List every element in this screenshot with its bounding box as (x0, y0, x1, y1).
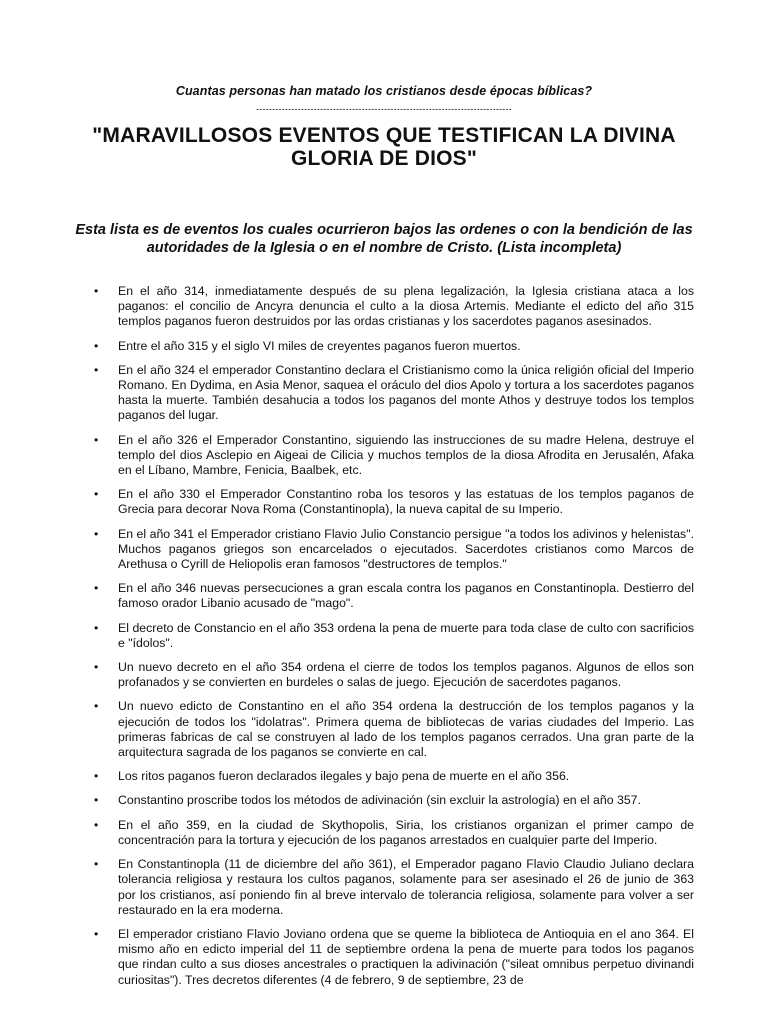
event-text: En el año 314, inmediatamente después de su plena legalización, la Iglesia cristiana ataca a los paganos: el concilio de Ancyra denuncia el culto a la diosa Artemis. Mediante el edicto del año 315 templos paganos fueron destruidos por las ordas cristianas y los sacerdotes paganos asesinados. (118, 284, 694, 329)
intro-paragraph: Esta lista es de eventos los cuales ocurrieron bajos las ordenes o con la bendición de las autoridades de la Iglesia o en el nombre de Cristo. (Lista incompleta) (75, 222, 693, 256)
bullet-icon: • (94, 620, 99, 635)
bullet-icon: • (94, 284, 99, 298)
event-text: Un nuevo decreto en el año 354 ordena el cierre de todos los templos paganos. Algunos de ellos son profanados y se convierten en burdeles o salas de juego. Ejecución de sacerdotes paganos. (118, 660, 694, 690)
event-text: En el año 326 el Emperador Constantino, siguiendo las instrucciones de su madre Helena, destruye el templo del dios Asclepio en Aigeai de Cilicia y muchos templos de la diosa Afrodita en Jerusalén, Afaka en el Líbano, Mambre, Fenicia, Baalbek, etc. (118, 432, 694, 478)
event-text: En el año 324 el emperador Constantino declara el Cristianismo como la única religión oficial del Imperio Romano. En Dydima, en Asia Menor, saquea el oráculo del dios Apolo y tortura a los sacerdotes paganos hasta la muerte. También desahucia a todos los paganos del monte Athos y destruye todos los templos paganos del lugar. (118, 362, 694, 423)
event-list-item (94, 699, 694, 760)
event-list-item (94, 660, 694, 690)
event-list-item (94, 793, 694, 808)
bullet-icon: • (94, 338, 99, 353)
event-list-item (94, 769, 694, 784)
bullet-icon: • (94, 487, 99, 502)
event-text: Los ritos paganos fueron declarados ilegales y bajo pena de muerte en el año 356. (118, 769, 570, 784)
event-text: En el año 341 el Emperador cristiano Flavio Julio Constancio persigue "a todos los adivinos y helenistas". Muchos paganos griegos son encarcelados o ejecutados. Sacerdotes cristianos como Marcos de Arethusa o Cyrill de Heliopolis eran famosos "destructores de templos." (118, 526, 694, 572)
event-text: En Constantinopla (11 de diciembre del año 361), el Emperador pagano Flavio Claudio Juliano declara tolerancia religiosa y restaura los cultos paganos, solamente para ser asesinado el 26 de junio de 363 por los cristianos, así poniendo fin al breve intervalo de tolerancia religiosa, solamente para volver a ser restaurado en la era moderna. (118, 857, 694, 917)
event-list-item (94, 857, 694, 918)
event-list-item (94, 818, 694, 848)
bullet-icon: • (94, 926, 99, 941)
bullet-icon: • (94, 660, 99, 675)
bullet-icon: • (94, 526, 99, 541)
event-list-item (94, 527, 694, 573)
bullet-icon: • (94, 432, 99, 447)
event-list-item (94, 339, 694, 354)
document-subtitle: Cuantas personas han matado los cristianos desde épocas bíblicas? (175, 84, 593, 98)
event-text: Constantino proscribe todos los métodos de adivinación (sin excluir la astrología) en el año 357. (118, 793, 641, 808)
bullet-icon: • (94, 699, 99, 714)
event-list-item (94, 487, 694, 517)
event-list-item (94, 927, 694, 988)
event-list-item (94, 363, 694, 424)
event-text: Entre el año 315 y el siglo VI miles de creyentes paganos fueron muertos. (118, 338, 521, 353)
document-title: "MARAVILLOSOS EVENTOS QUE TESTIFICAN LA DIVINA GLORIA DE DIOS" (92, 124, 676, 170)
event-list-item (94, 433, 694, 479)
bullet-icon: • (94, 362, 99, 377)
bullet-icon: • (94, 769, 99, 784)
separator-line: -------------------------------------------------------------------------------- (256, 104, 512, 114)
event-list-item (94, 581, 694, 611)
event-list-item (94, 284, 694, 330)
events-list (94, 284, 694, 997)
bullet-icon: • (94, 793, 99, 808)
event-text: En el año 359, en la ciudad de Skythopolis, Siria, los cristianos organizan el primer campo de concentración para la tortura y ejecución de los paganos arrestados en cualquier parte del Imperio. (118, 817, 694, 847)
event-text: Un nuevo edicto de Constantino en el año 354 ordena la destrucción de los templos paganos y la ejecución de todos los "idolatras". Primera quema de bibliotecas de varias ciudades del Imperio. Las primeras fabricas de cal se construyen al lado de los templos paganos cerrados. Una gran parte de la arquitectura sagrada de los paganos se convierte en cal. (118, 699, 694, 760)
bullet-icon: • (94, 581, 99, 596)
event-text: En el año 330 el Emperador Constantino roba los tesoros y las estatuas de los templos paganos de Grecia para decorar Nova Roma (Constantinopla), la nueva capital de su Imperio. (118, 487, 694, 517)
bullet-icon: • (94, 857, 99, 872)
event-list-item (94, 621, 694, 651)
event-text: En el año 346 nuevas persecuciones a gran escala contra los paganos en Constantinopla. Destierro del famoso orador Libanio acusado de "mago". (118, 581, 694, 611)
event-text: El emperador cristiano Flavio Joviano ordena que se queme la biblioteca de Antioquia en el ano 364. El mismo año en edicto imperial del 11 de septiembre ordena la pena de muerte para todos los paganos que rindan culto a sus dioses ancestrales o practiquen la adivinación ("sileat omnibus perpetuo divinandi curiositas"). Tres decretos diferentes (4 de febrero, 9 de septiembre, 23 de (118, 926, 694, 987)
event-text: El decreto de Constancio en el año 353 ordena la pena de muerte para toda clase de culto con sacrificios e "ídolos". (118, 620, 694, 650)
bullet-icon: • (94, 817, 99, 832)
